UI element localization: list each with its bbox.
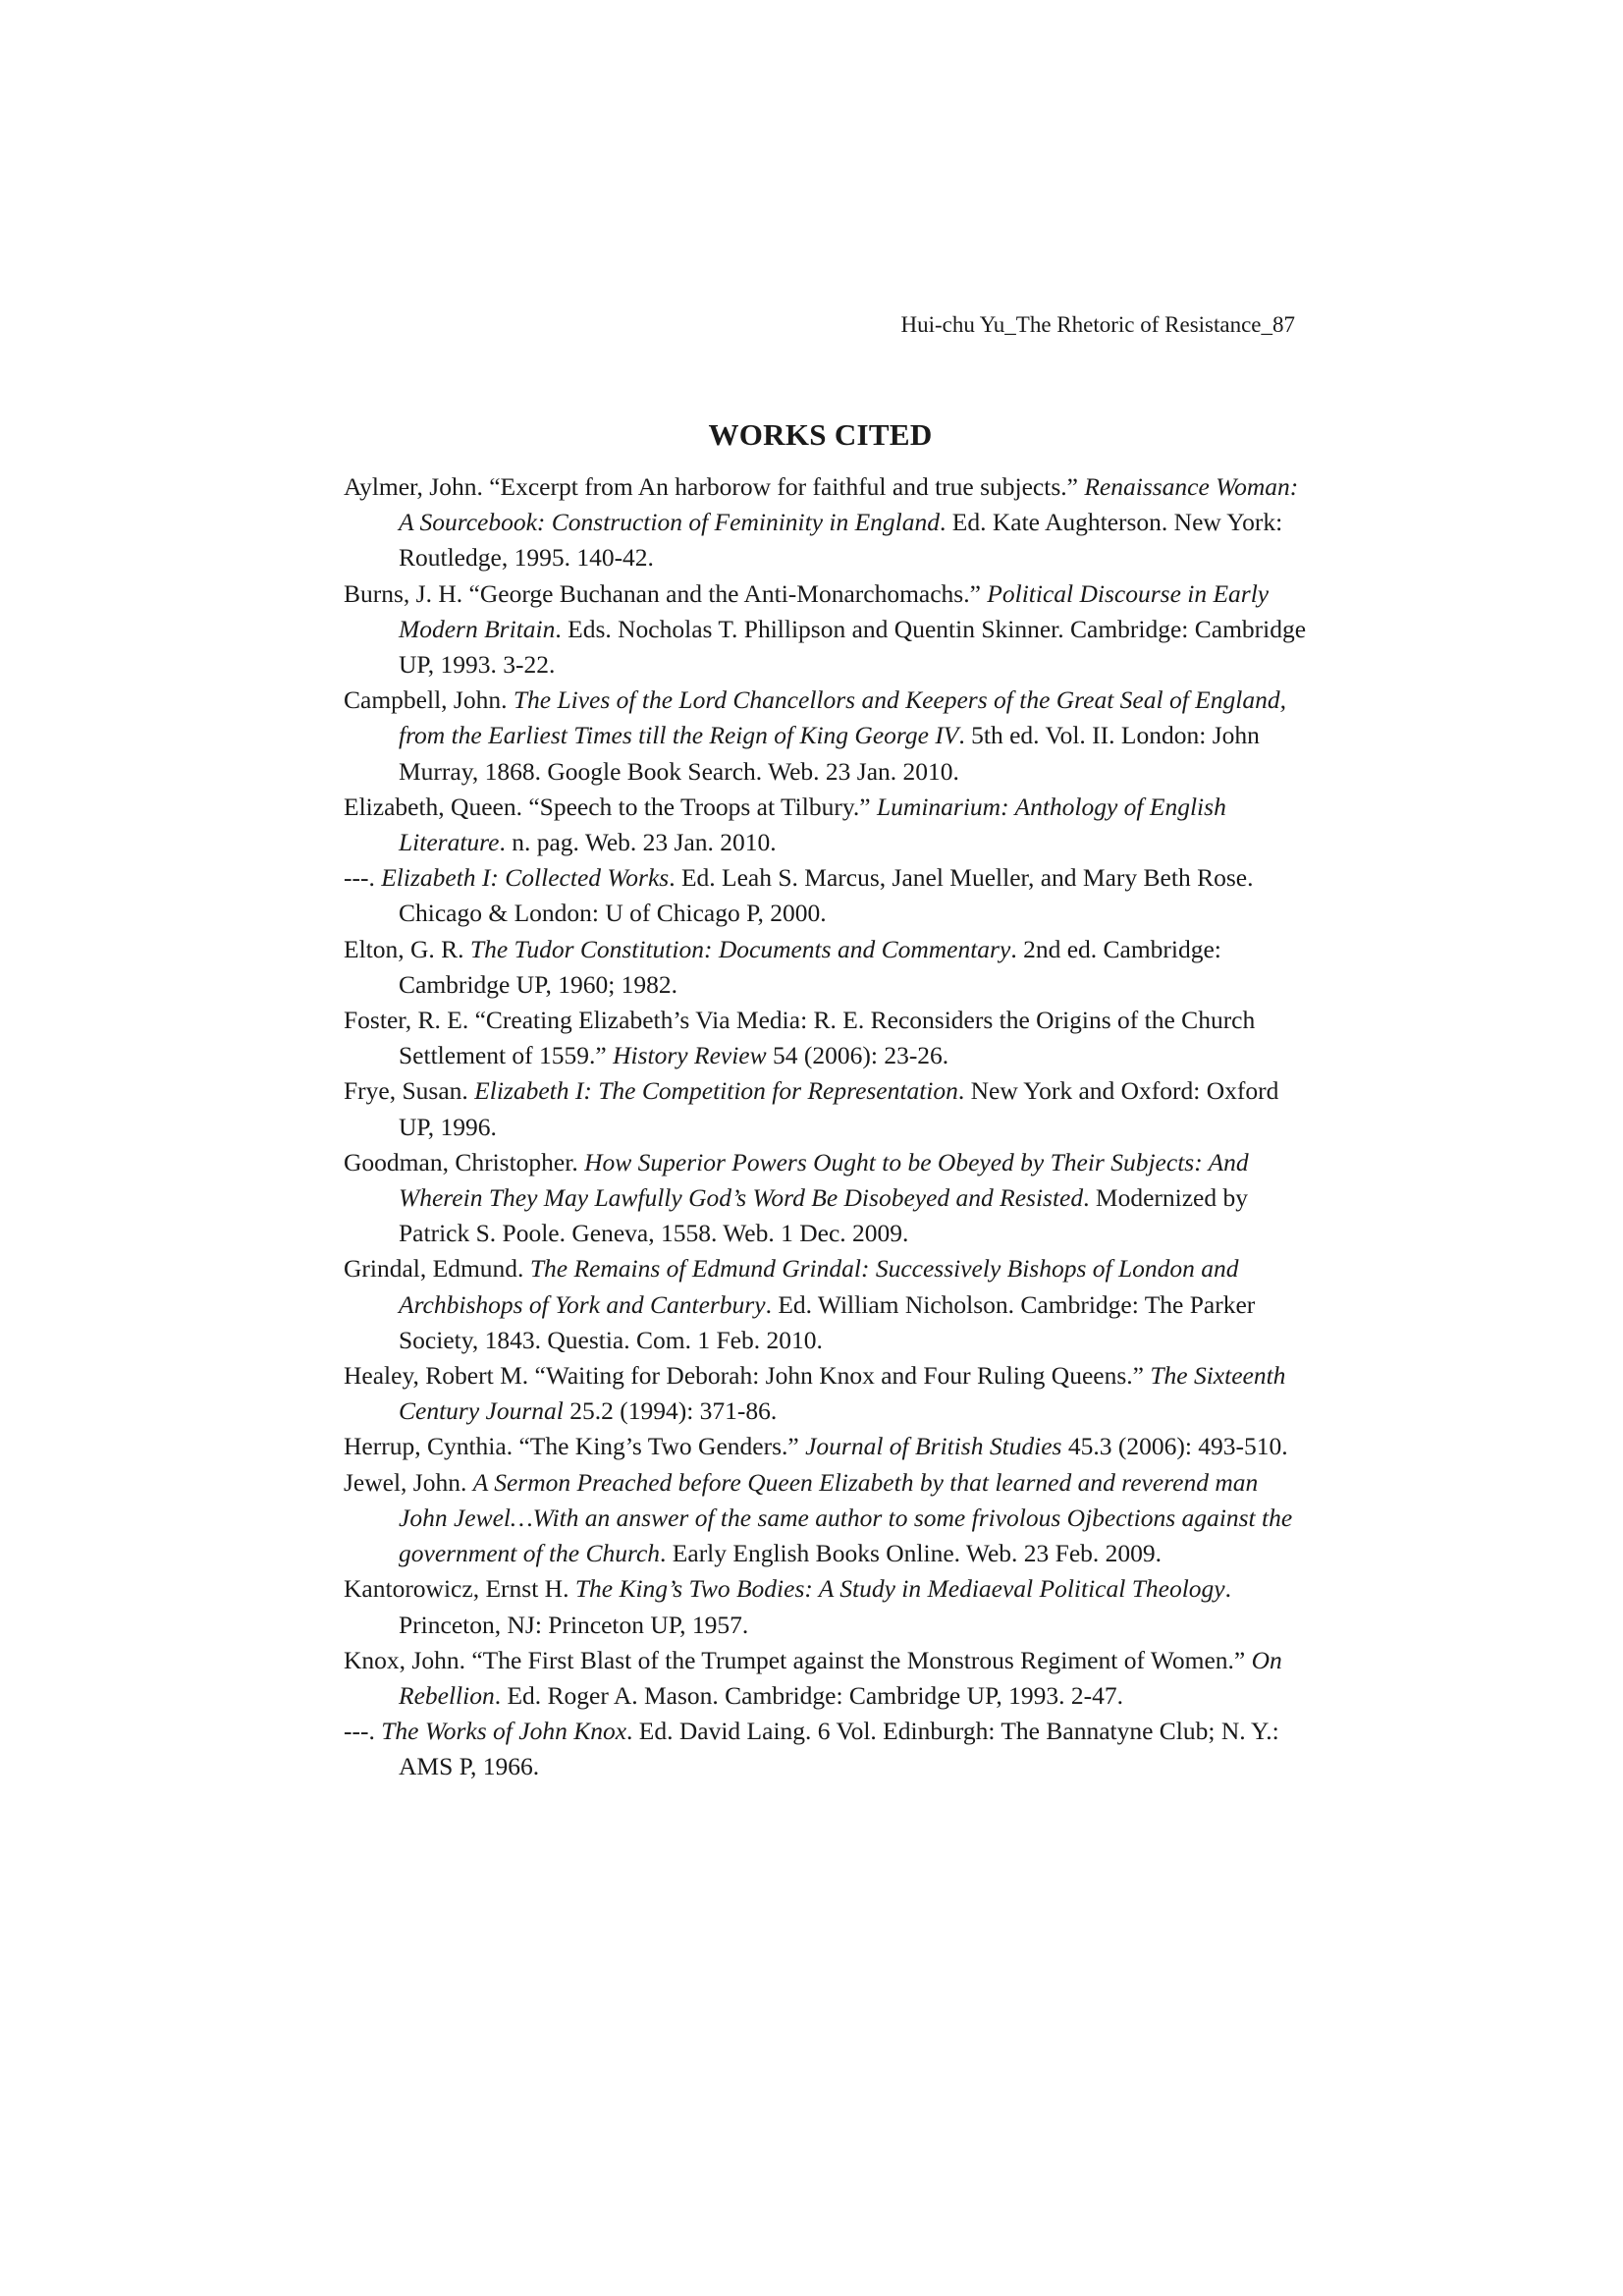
citation-entry — [344, 1251, 1311, 1358]
citation-text: Goodman, Christopher. — [344, 1147, 585, 1176]
citation-text: Herrup, Cynthia. “The King’s Two Genders.” — [344, 1432, 806, 1461]
citation-title: Political Discourse in Early Modern Britain — [399, 578, 1270, 643]
citation-entry — [344, 860, 1311, 931]
citation-text: . Ed. Leah S. Marcus, Janel Mueller, and Mary Beth Rose. Chicago & London: U of Chicago P, 2000. — [399, 863, 1254, 928]
citation-text: Jewel, John. — [344, 1467, 473, 1497]
citation-text: Aylmer, John. “Excerpt from An harborow for faithful and true subjects.” — [344, 472, 1085, 501]
citation-title: Renaissance Woman: A Sourcebook: Construction of Femininity in England — [399, 472, 1299, 537]
citation-entry — [344, 1145, 1311, 1252]
citation-text: Healey, Robert M. “Waiting for Deborah: John Knox and Four Ruling Queens.” — [344, 1361, 1151, 1391]
citation-entry — [344, 683, 1311, 790]
citation-text: Frye, Susan. — [344, 1076, 475, 1106]
citation-text: Knox, John. “The First Blast of the Trumpet against the Monstrous Regiment of Women.” — [344, 1645, 1252, 1674]
citation-text: Campbell, John. — [344, 685, 514, 715]
section-title: WORKS CITED — [708, 416, 933, 452]
citation-text: . 2nd ed. Cambridge: Cambridge UP, 1960; 1982. — [399, 934, 1221, 999]
citation-title: Journal of British Studies — [805, 1432, 1062, 1461]
works-cited-list — [344, 469, 1311, 1785]
citation-entry — [344, 576, 1311, 683]
citation-title: The Remains of Edmund Grindal: Successively Bishops of London and Archbishops of York and Canterbury — [399, 1254, 1239, 1319]
citation-entry — [344, 790, 1311, 860]
citation-title: The Works of John Knox — [381, 1717, 627, 1746]
citation-text: 45.3 (2006): 493-510. — [1061, 1432, 1288, 1461]
citation-text: Kantorowicz, Ernst H. — [344, 1574, 575, 1604]
citation-text: . Early English Books Online. Web. 23 Feb. 2009. — [660, 1539, 1163, 1568]
citation-entry — [344, 1429, 1311, 1464]
citation-text: . New York and Oxford: Oxford UP, 1996. — [399, 1076, 1279, 1141]
citation-text: . n. pag. Web. 23 Jan. 2010. — [499, 828, 777, 857]
citation-text: Foster, R. E. “Creating Elizabeth’s Via Media: R. E. Reconsiders the Origins of the Church Settlement of 1559.” — [344, 1006, 1256, 1070]
citation-text: . Ed. Kate Aughterson. New York: Routledge, 1995. 140-42. — [399, 508, 1283, 573]
running-header: Hui-chu Yu_The Rhetoric of Resistance_87 — [900, 312, 1295, 337]
citation-text: . Modernized by Patrick S. Poole. Geneva, 1558. Web. 1 Dec. 2009. — [399, 1183, 1248, 1248]
citation-entry — [344, 1643, 1311, 1714]
citation-entry — [344, 469, 1311, 576]
citation-entry — [344, 1073, 1311, 1144]
citation-text: Burns, J. H. “George Buchanan and the Anti-Monarchomachs.” — [344, 578, 988, 608]
citation-entry — [344, 1465, 1311, 1572]
citation-text: . Ed. William Nicholson. Cambridge: The Parker Society, 1843. Questia. Com. 1 Feb. 2010. — [399, 1289, 1256, 1354]
citation-title: Elizabeth I: The Competition for Representation — [474, 1076, 958, 1106]
citation-entry — [344, 932, 1311, 1003]
citation-title: On Rebellion — [399, 1645, 1282, 1710]
citation-title: How Superior Powers Ought to be Obeyed by Their Subjects: And Wherein They May Lawfully God’s Word Be Disobeyed and Resisted — [399, 1147, 1249, 1213]
citation-entry — [344, 1003, 1311, 1073]
citation-title: The Lives of the Lord Chancellors and Keepers of the Great Seal of England, from the Earliest Times till the Reign of King George IV — [399, 685, 1286, 750]
citation-title: Luminarium: Anthology of English Literature — [399, 792, 1226, 857]
citation-title: The King’s Two Bodies: A Study in Mediaeval Political Theology — [574, 1574, 1225, 1604]
citation-text: Elton, G. R. — [344, 934, 470, 963]
citation-text: Grindal, Edmund. — [344, 1254, 530, 1284]
citation-title: History Review — [613, 1041, 767, 1070]
citation-entry — [344, 1714, 1311, 1784]
citation-text: Elizabeth, Queen. “Speech to the Troops at Tilbury.” — [344, 792, 877, 821]
citation-title: The Tudor Constitution: Documents and Commentary — [469, 934, 1011, 963]
citation-text: ---. — [344, 1717, 382, 1746]
citation-title: The Sixteenth Century Journal — [399, 1361, 1286, 1426]
citation-text: . Eds. Nocholas T. Phillipson and Quentin Skinner. Cambridge: Cambridge UP, 1993. 3-22. — [399, 614, 1307, 680]
citation-text: . Ed. David Laing. 6 Vol. Edinburgh: The Bannatyne Club; N. Y.: AMS P, 1966. — [399, 1717, 1279, 1781]
citation-entry — [344, 1358, 1311, 1429]
citation-text: . Ed. Roger A. Mason. Cambridge: Cambridge UP, 1993. 2-47. — [494, 1680, 1123, 1710]
citation-text: 25.2 (1994): 371-86. — [563, 1396, 778, 1426]
citation-text: . Princeton, NJ: Princeton UP, 1957. — [399, 1574, 1231, 1639]
citation-text: 54 (2006): 23-26. — [766, 1041, 949, 1070]
citation-text: . 5th ed. Vol. II. London: John Murray, 1868. Google Book Search. Web. 23 Jan. 2010. — [399, 721, 1260, 786]
citation-text: ---. — [344, 863, 382, 893]
citation-entry — [344, 1571, 1311, 1642]
citation-title: A Sermon Preached before Queen Elizabeth by that learned and reverend man John Jewel…With an answer of the same author to some frivolous Ojbections against the government of the Church — [399, 1467, 1293, 1568]
citation-title: Elizabeth I: Collected Works — [381, 863, 670, 893]
